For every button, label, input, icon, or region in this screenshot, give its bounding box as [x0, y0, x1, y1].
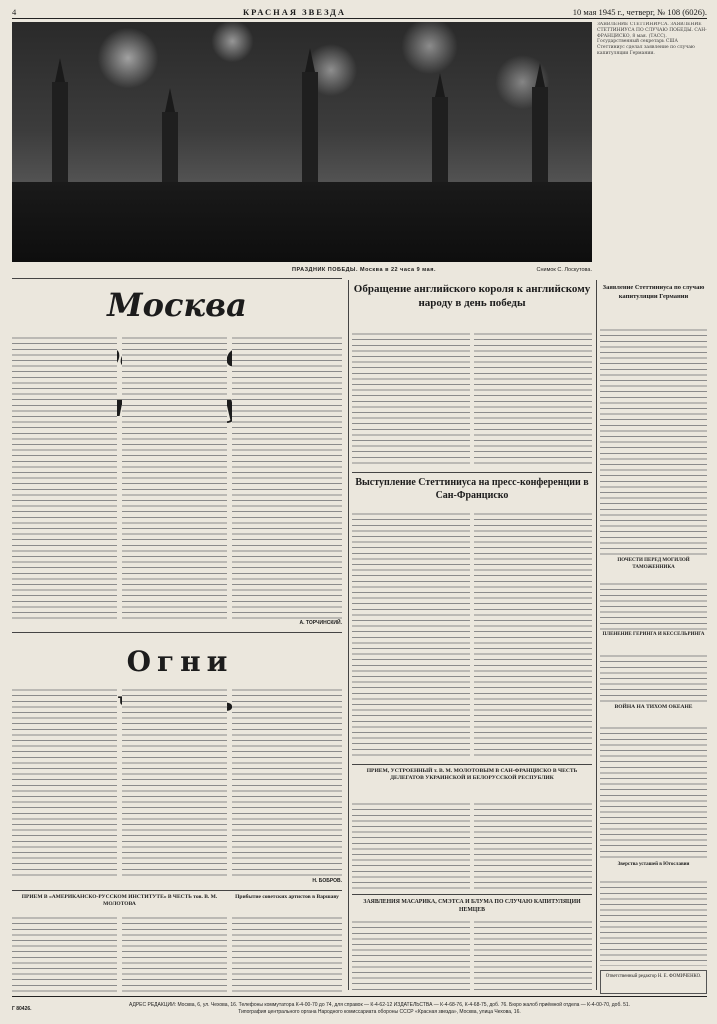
author-signature: А. ТОРЧИНСКИЙ. [299, 620, 342, 626]
footer [12, 996, 707, 1021]
column-divider [596, 280, 597, 990]
article-column [12, 686, 117, 876]
article-column [232, 914, 342, 992]
editorial-address: АДРЕС РЕДАКЦИИ: Москва, 6, ул. Чехова, 16. Телефоны коммутатора К-4-00-70 до 74, для справок — К-4-62-12 ИЗДАТЕЛЬСТВА — К-4-68-76, К-4-68-75, доб. 76. Бюро жалоб приёмной отдела — К-4-00-70, доб. 51. [128, 1002, 631, 1008]
divider [352, 764, 592, 765]
article-column [12, 334, 117, 619]
divider [12, 632, 342, 633]
ustashi-headline: Зверства усташей в Югославии [617, 862, 690, 867]
newspaper-title: КРАСНАЯ ЗВЕЗДА [243, 7, 347, 17]
masthead [12, 6, 707, 19]
article-column [12, 914, 117, 992]
print-code: Г 80426. [12, 1006, 32, 1012]
tower-silhouette [302, 72, 318, 192]
tower-silhouette [432, 97, 448, 192]
photo-credit: Снимок С. Лоскутова. [536, 267, 592, 273]
article-column [474, 918, 592, 990]
article-column [122, 334, 227, 619]
article-column [474, 330, 592, 468]
divider [12, 890, 342, 891]
article-column [600, 878, 707, 966]
article-column [232, 334, 342, 619]
article-column [352, 510, 470, 760]
article-column [474, 800, 592, 890]
victory-photo [12, 22, 592, 262]
second-headline: Огни [126, 645, 234, 678]
article-column [232, 686, 342, 876]
printer-info: Типография центрального органа Народного комиссариата обороны СССР «Красная звезда», Москва, улица Чехова, 16. [238, 1009, 521, 1015]
divider [352, 894, 592, 895]
customs-grave-headline: ПОЧЕСТИ ПЕРЕД МОГИЛОЙ ТАМОЖЕННИКА [617, 558, 690, 570]
goering-capture-headline: ПЛЕНЕНИЕ ГЕРИНГА И КЕССЕЛЬРИНГА [602, 632, 705, 637]
tower-silhouette [162, 112, 178, 192]
king-address-headline: Обращение английского короля к английскому народу в день победы [353, 283, 591, 309]
divider [352, 472, 592, 473]
stettinius-statement-headline: Заявление Стеттиниуса по случаю капитуляции Германии [602, 284, 705, 300]
page-number: 4 [12, 7, 17, 17]
article-column [122, 914, 227, 992]
pacific-war-headline: ВОЙНА НА ТИХОМ ОКЕАНЕ [614, 704, 693, 710]
editor-box: Ответственный редактор Н. Е. ФОМИЧЕНКО. [600, 970, 707, 994]
sidebar-column: ЗАЯВЛЕНИЕ СТЕТТИНИУСА. ЗАЯВЛЕНИЕ СТЕТТИНИУСА ПО СЛУЧАЮ ПОБЕДЫ. САН-ФРАНЦИСКО, 8 мая. (ТАСС). Государственный секретарь США Стеттиниус сделал заявление по случаю капитуляции Германии. [597, 22, 707, 56]
tower-silhouette [532, 87, 548, 192]
article-column [600, 580, 707, 630]
footer-text [52, 1002, 707, 1016]
article-column [352, 918, 470, 990]
article-column [122, 686, 227, 876]
divider [12, 278, 342, 279]
article-column [600, 652, 707, 702]
issue-date: 10 мая 1945 г., четверг, № 108 (6026). [572, 7, 707, 17]
article-column [352, 330, 470, 468]
kremlin-silhouette [12, 182, 592, 262]
tower-silhouette [52, 82, 68, 192]
author-signature: Н. БОБРОВ. [312, 878, 342, 884]
main-headline: Москва [107, 286, 247, 324]
stettinius-headline: Выступление Стеттиниуса на пресс-конференции в Сан-Франциско [355, 477, 589, 501]
masaryk-headline: ЗАЯВЛЕНИЯ МАСАРИКА, СМЭТСА И БЛУМА ПО СЛУЧАЮ КАПИТУЛЯЦИИ НЕМЦЕВ [363, 899, 581, 913]
article-column [600, 724, 707, 859]
photo-caption [12, 264, 592, 276]
institute-reception-headline: ПРИЕМ В «АМЕРИКАНСКО-РУССКОМ ИНСТИТУТЕ» В ЧЕСТЬ тов. В. М. МОЛОТОВА [21, 894, 218, 907]
artists-warsaw-headline: Прибытие советских артистов в Варшаву [235, 894, 339, 900]
article-column [352, 800, 470, 890]
caption-text: ПРАЗДНИК ПОБЕДЫ. Москва в 22 часа 9 мая. [292, 267, 436, 273]
column-divider [348, 280, 349, 990]
molotov-reception-headline: ПРИЕМ, УСТРОЕННЫЙ т. В. М. МОЛОТОВЫМ В САН-ФРАНЦИСКО В ЧЕСТЬ ДЕЛЕГАТОВ УКРАИНСКОЙ И БЕЛОРУССКОЙ РЕСПУБЛИК [366, 768, 578, 781]
article-column [474, 510, 592, 760]
article-column [600, 326, 707, 556]
